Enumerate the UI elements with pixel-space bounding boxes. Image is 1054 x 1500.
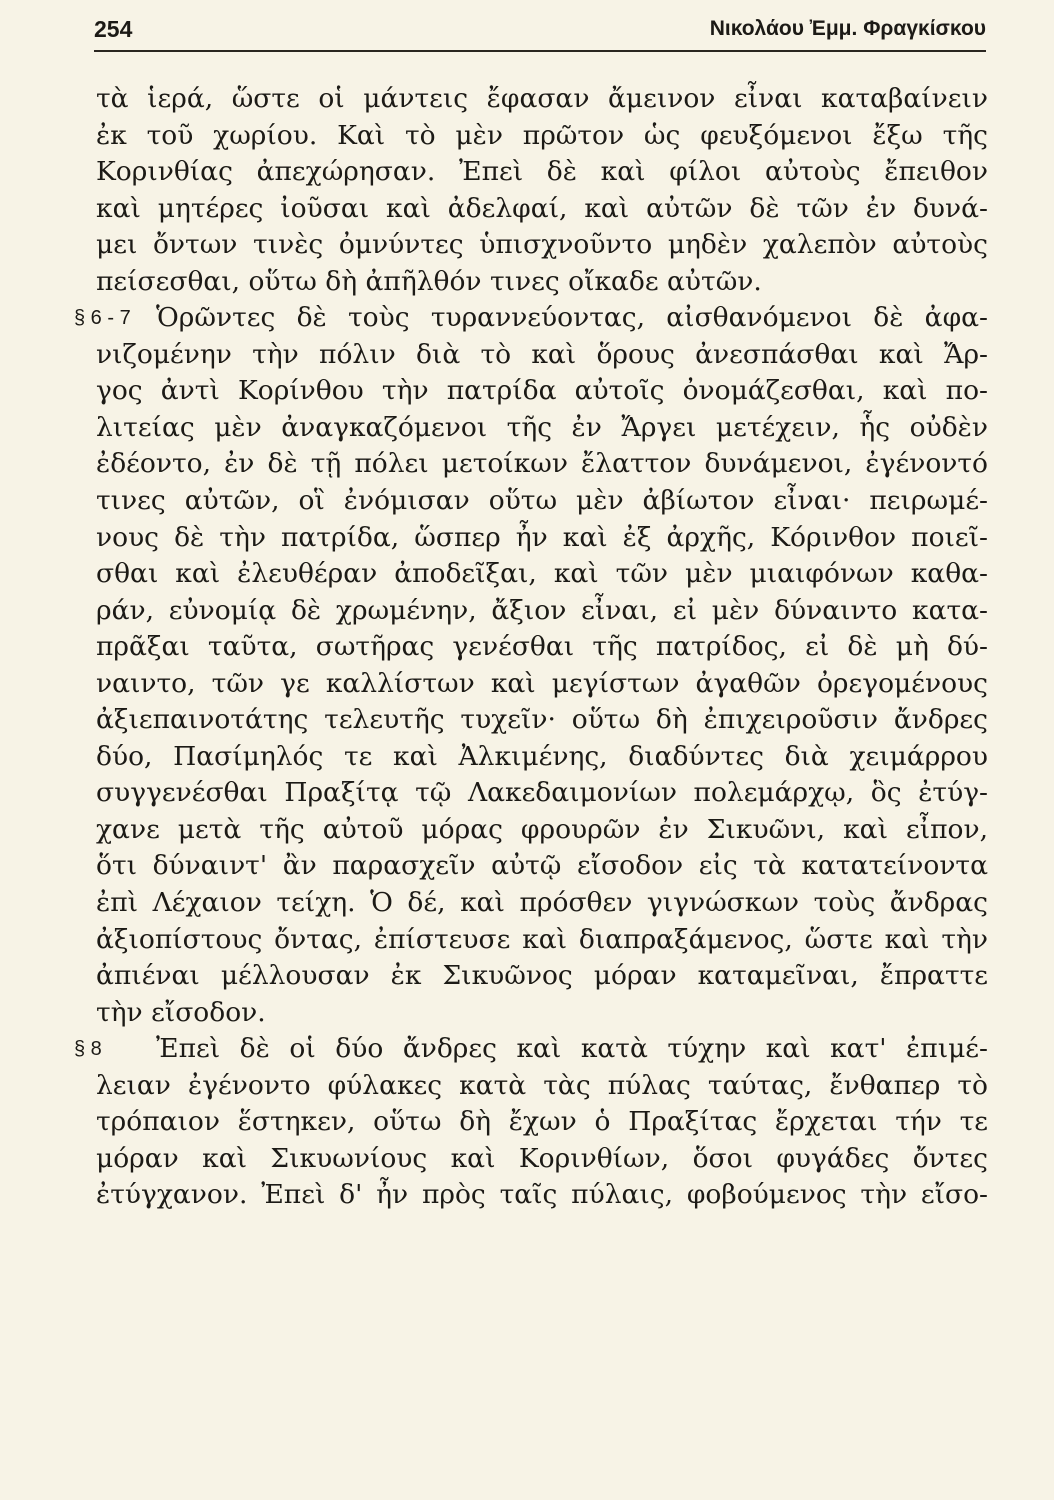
section-mark: § 6 - 7 (74, 307, 131, 330)
text-line: τὴν εἴσοδον. (96, 996, 266, 1028)
text-line: τὰ ἱερά, ὥστε οἱ μάντεις ἔφασαν ἄμεινον εἶναι καταβαίνειν (96, 83, 988, 114)
text-line: τινες αὐτῶν, οἳ ἐνόμισαν οὕτω μὲν ἀβίωτον εἶναι· πειρωμέ- (96, 485, 988, 517)
text-line-content: Ἐπεὶ δὲ οἱ δύο ἄνδρες καὶ κατὰ τύχην καὶ κατ' ἐπιμέ- (156, 1033, 988, 1065)
text-line: Κορινθίας ἀπεχώρησαν. Ἐπεὶ δὲ καὶ φίλοι αὐτοὺς ἔπειθον (96, 156, 988, 188)
page-header (94, 14, 986, 52)
text-line: μόραν καὶ Σικυωνίους καὶ Κορινθίων, ὅσοι φυγάδες ὄντες (96, 1142, 988, 1174)
text-line: ἐδέοντο, ἐν δὲ τῇ πόλει μετοίκων ἔλαττον δυνάμενοι, ἐγένοντό (96, 448, 988, 480)
text-line: καὶ μητέρες ἰοῦσαι καὶ ἀδελφαί, καὶ αὐτῶν δὲ τῶν ἐν δυνά- (96, 192, 988, 224)
text-line: ναιντο, τῶν γε καλλίστων καὶ μεγίστων ἀγαθῶν ὀρεγομένους (96, 667, 988, 699)
text-line: ἐτύγχανον. Ἐπεὶ δ' ἦν πρὸς ταῖς πύλαις, φοβούμενος τὴν εἴσο- (96, 1179, 988, 1211)
text-line: ἐκ τοῦ χωρίου. Καὶ τὸ μὲν πρῶτον ὡς φευξόμενοι ἔξω τῆς (96, 119, 988, 151)
text-line: πρᾶξαι ταῦτα, σωτῆρας γενέσθαι τῆς πατρίδος, εἰ δὲ μὴ δύ- (96, 631, 988, 663)
text-line: χανε μετὰ τῆς αὐτοῦ μόρας φρουρῶν ἐν Σικυῶνι, καὶ εἶπον, (96, 813, 988, 845)
text-line: νους δὲ τὴν πατρίδα, ὥσπερ ἦν καὶ ἐξ ἀρχῆς, Κόρινθον ποιεῖ- (96, 521, 988, 553)
text-line: ἀπιέναι μέλλουσαν ἐκ Σικυῶνος μόραν καταμεῖναι, ἔπραττε (96, 960, 988, 992)
text-line: γος ἀντὶ Κορίνθου τὴν πατρίδα αὐτοῖς ὀνομάζεσθαι, καὶ πο- (96, 375, 988, 407)
running-title: Νικολάου Ἐμμ. Φραγκίσκου (709, 17, 986, 40)
section-mark: § 8 (74, 1038, 102, 1061)
text-line: λιτείας μὲν ἀναγκαζόμενοι τῆς ἐν Ἄργει μετέχειν, ἧς οὐδὲν (96, 411, 988, 443)
text-line: ράν, εὐνομίᾳ δὲ χρωμένην, ἄξιον εἶναι, εἰ μὲν δύναιντο κατα- (96, 594, 988, 626)
paragraph-start-line (74, 300, 988, 337)
text-line: δύο, Πασίμηλός τε καὶ Ἀλκιμένης, διαδύντες διὰ χειμάρρου (96, 740, 988, 772)
text-line: ἀξιοπίστους ὄντας, ἐπίστευσε καὶ διαπραξάμενος, ὥστε καὶ τὴν (96, 923, 988, 955)
text-line: πείσεσθαι, οὕτω δὴ ἀπῆλθόν τινες οἴκαδε αὐτῶν. (96, 265, 762, 297)
paragraph-start-line (74, 1031, 988, 1068)
text-line: συγγενέσθαι Πραξίτᾳ τῷ Λακεδαιμονίων πολεμάρχῳ, ὃς ἐτύγ- (96, 777, 988, 809)
text-line: τρόπαιον ἕστηκεν, οὕτω δὴ ἔχων ὁ Πραξίτας ἔρχεται τήν τε (96, 1106, 988, 1138)
text-line: μει ὄντων τινὲς ὀμνύντες ὑπισχνοῦντο μηδὲν χαλεπὸν αὐτοὺς (96, 229, 988, 261)
text-line-content: Ὁρῶντες δὲ τοὺς τυραννεύοντας, αἰσθανόμενοι δὲ ἀφα- (156, 302, 988, 334)
text-body (74, 81, 988, 1214)
text-line: σθαι καὶ ἐλευθέραν ἀποδεῖξαι, καὶ τῶν μὲν μιαιφόνων καθα- (96, 558, 988, 590)
text-line: ἀξιεπαινοτάτης τελευτῆς τυχεῖν· οὕτω δὴ ἐπιχειροῦσιν ἄνδρες (96, 704, 988, 736)
text-line: λειαν ἐγένοντο φύλακες κατὰ τὰς πύλας ταύτας, ἔνθαπερ τὸ (96, 1069, 988, 1101)
text-line: νιζομένην τὴν πόλιν διὰ τὸ καὶ ὅρους ἀνεσπάσθαι καὶ Ἄρ- (96, 338, 988, 370)
text-line: ἐπὶ Λέχαιον τείχη. Ὁ δέ, καὶ πρόσθεν γιγνώσκων τοὺς ἄνδρας (96, 887, 988, 919)
text-line: ὅτι δύναιντ' ἂν παρασχεῖν αὐτῷ εἴσοδον εἰς τὰ κατατείνοντα (96, 850, 988, 882)
page-number: 254 (94, 16, 133, 42)
